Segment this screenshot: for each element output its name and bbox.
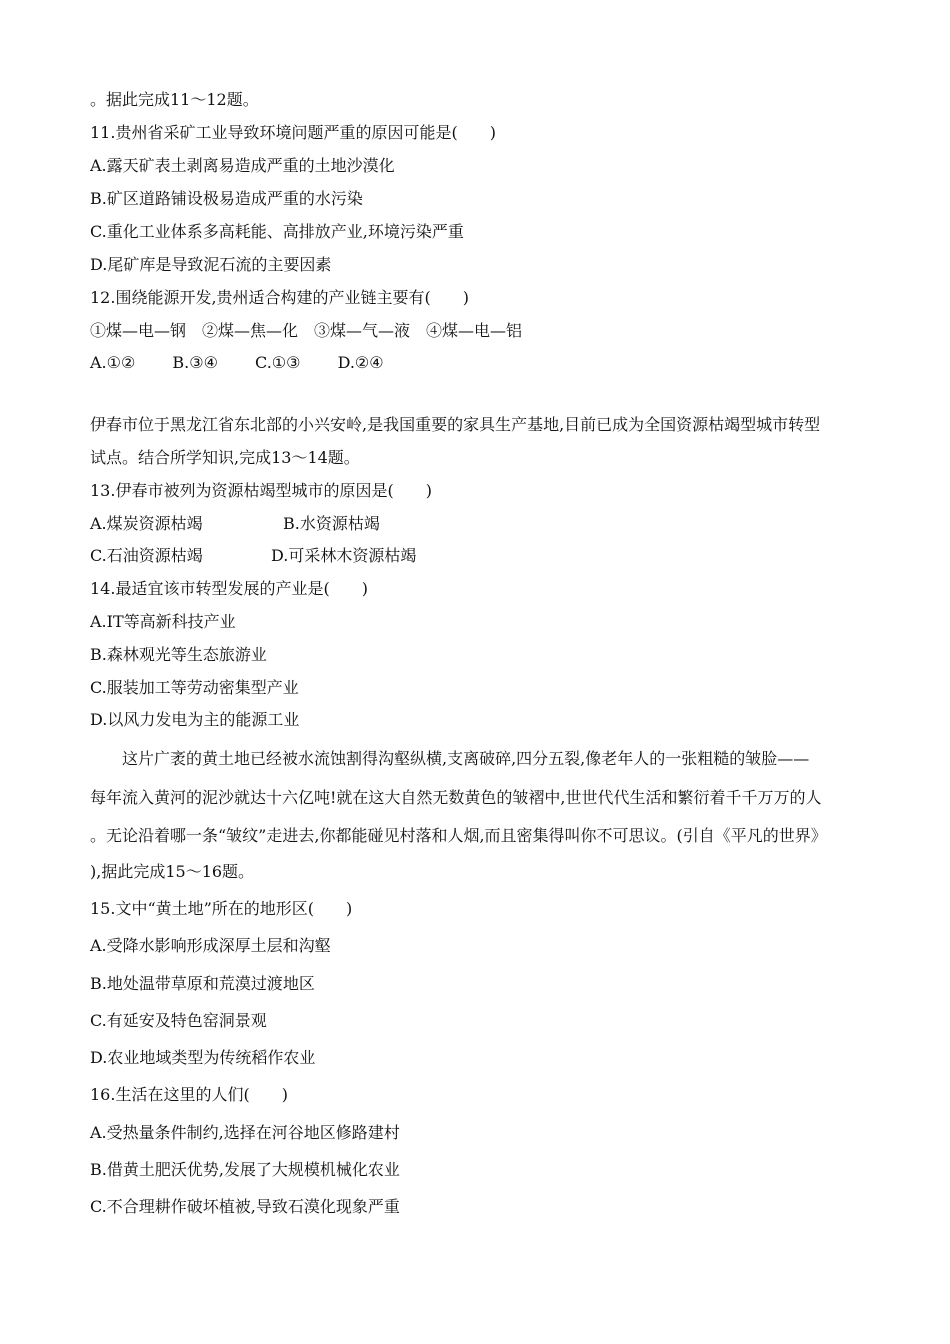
question-16-option-a: A.受热量条件制约,选择在河谷地区修路建村	[90, 1123, 400, 1142]
passage-yichun-line-1: 伊春市位于黑龙江省东北部的小兴安岭,是我国重要的家具生产基地,目前已成为全国资源枯竭型城市转型	[90, 415, 821, 434]
question-13-option-b: B.水资源枯竭	[283, 514, 380, 533]
question-15-option-c: C.有延安及特色窑洞景观	[90, 1011, 267, 1030]
question-13-option-a: A.煤炭资源枯竭	[90, 514, 203, 533]
question-11-option-c: C.重化工业体系多高耗能、高排放产业,环境污染严重	[90, 222, 464, 241]
question-15: 15.文中“黄土地”所在的地形区( )	[90, 899, 353, 918]
passage-loess-line-3: 。无论沿着哪一条“皱纹”走进去,你都能碰见村落和人烟,而且密集得叫你不可思议。(引自《平凡的世界》	[90, 826, 827, 845]
question-14-option-c: C.服装加工等劳动密集型产业	[90, 678, 299, 697]
question-13-option-d: D.可采林木资源枯竭	[271, 546, 417, 565]
question-14: 14.最适宜该市转型发展的产业是( )	[90, 579, 368, 598]
question-14-option-d: D.以风力发电为主的能源工业	[90, 710, 300, 729]
question-12-chains: ①煤—电—钢 ②煤—焦—化 ③煤—气—液 ④煤—电—铝	[90, 321, 523, 340]
passage-loess-line-4: ),据此完成15～16题。	[90, 862, 255, 881]
question-16-option-b: B.借黄土肥沃优势,发展了大规模机械化农业	[90, 1160, 400, 1179]
passage-loess-line-2: 每年流入黄河的泥沙就达十六亿吨!就在这大自然无数黄色的皱褶中,世世代代生活和繁衍着千千万万的人	[90, 788, 822, 807]
question-12: 12.围绕能源开发,贵州适合构建的产业链主要有( )	[90, 288, 470, 307]
question-11-option-d: D.尾矿库是导致泥石流的主要因素	[90, 255, 332, 274]
question-15-option-b: B.地处温带草原和荒漠过渡地区	[90, 974, 315, 993]
question-15-option-a: A.受降水影响形成深厚土层和沟壑	[90, 936, 331, 955]
question-14-option-b: B.森林观光等生态旅游业	[90, 645, 267, 664]
intro-tail-11-12: 。据此完成11～12题。	[90, 90, 259, 109]
question-13-option-c: C.石油资源枯竭	[90, 546, 203, 565]
question-11-option-b: B.矿区道路铺设极易造成严重的水污染	[90, 189, 363, 208]
question-11: 11.贵州省采矿工业导致环境问题严重的原因可能是( )	[90, 123, 496, 142]
question-12-options: A.①② B.③④ C.①③ D.②④	[90, 353, 384, 372]
question-15-option-d: D.农业地域类型为传统稻作农业	[90, 1048, 316, 1067]
question-16-option-c: C.不合理耕作破坏植被,导致石漠化现象严重	[90, 1197, 400, 1216]
question-14-option-a: A.IT等高新科技产业	[90, 612, 236, 631]
question-13: 13.伊春市被列为资源枯竭型城市的原因是( )	[90, 481, 432, 500]
passage-loess-line-1: 这片广袤的黄土地已经被水流蚀割得沟壑纵横,支离破碎,四分五裂,像老年人的一张粗糙的皱脸——	[122, 749, 810, 768]
question-16: 16.生活在这里的人们( )	[90, 1085, 288, 1104]
passage-yichun-line-2: 试点。结合所学知识,完成13～14题。	[90, 448, 360, 467]
question-11-option-a: A.露天矿表土剥离易造成严重的土地沙漠化	[90, 156, 395, 175]
